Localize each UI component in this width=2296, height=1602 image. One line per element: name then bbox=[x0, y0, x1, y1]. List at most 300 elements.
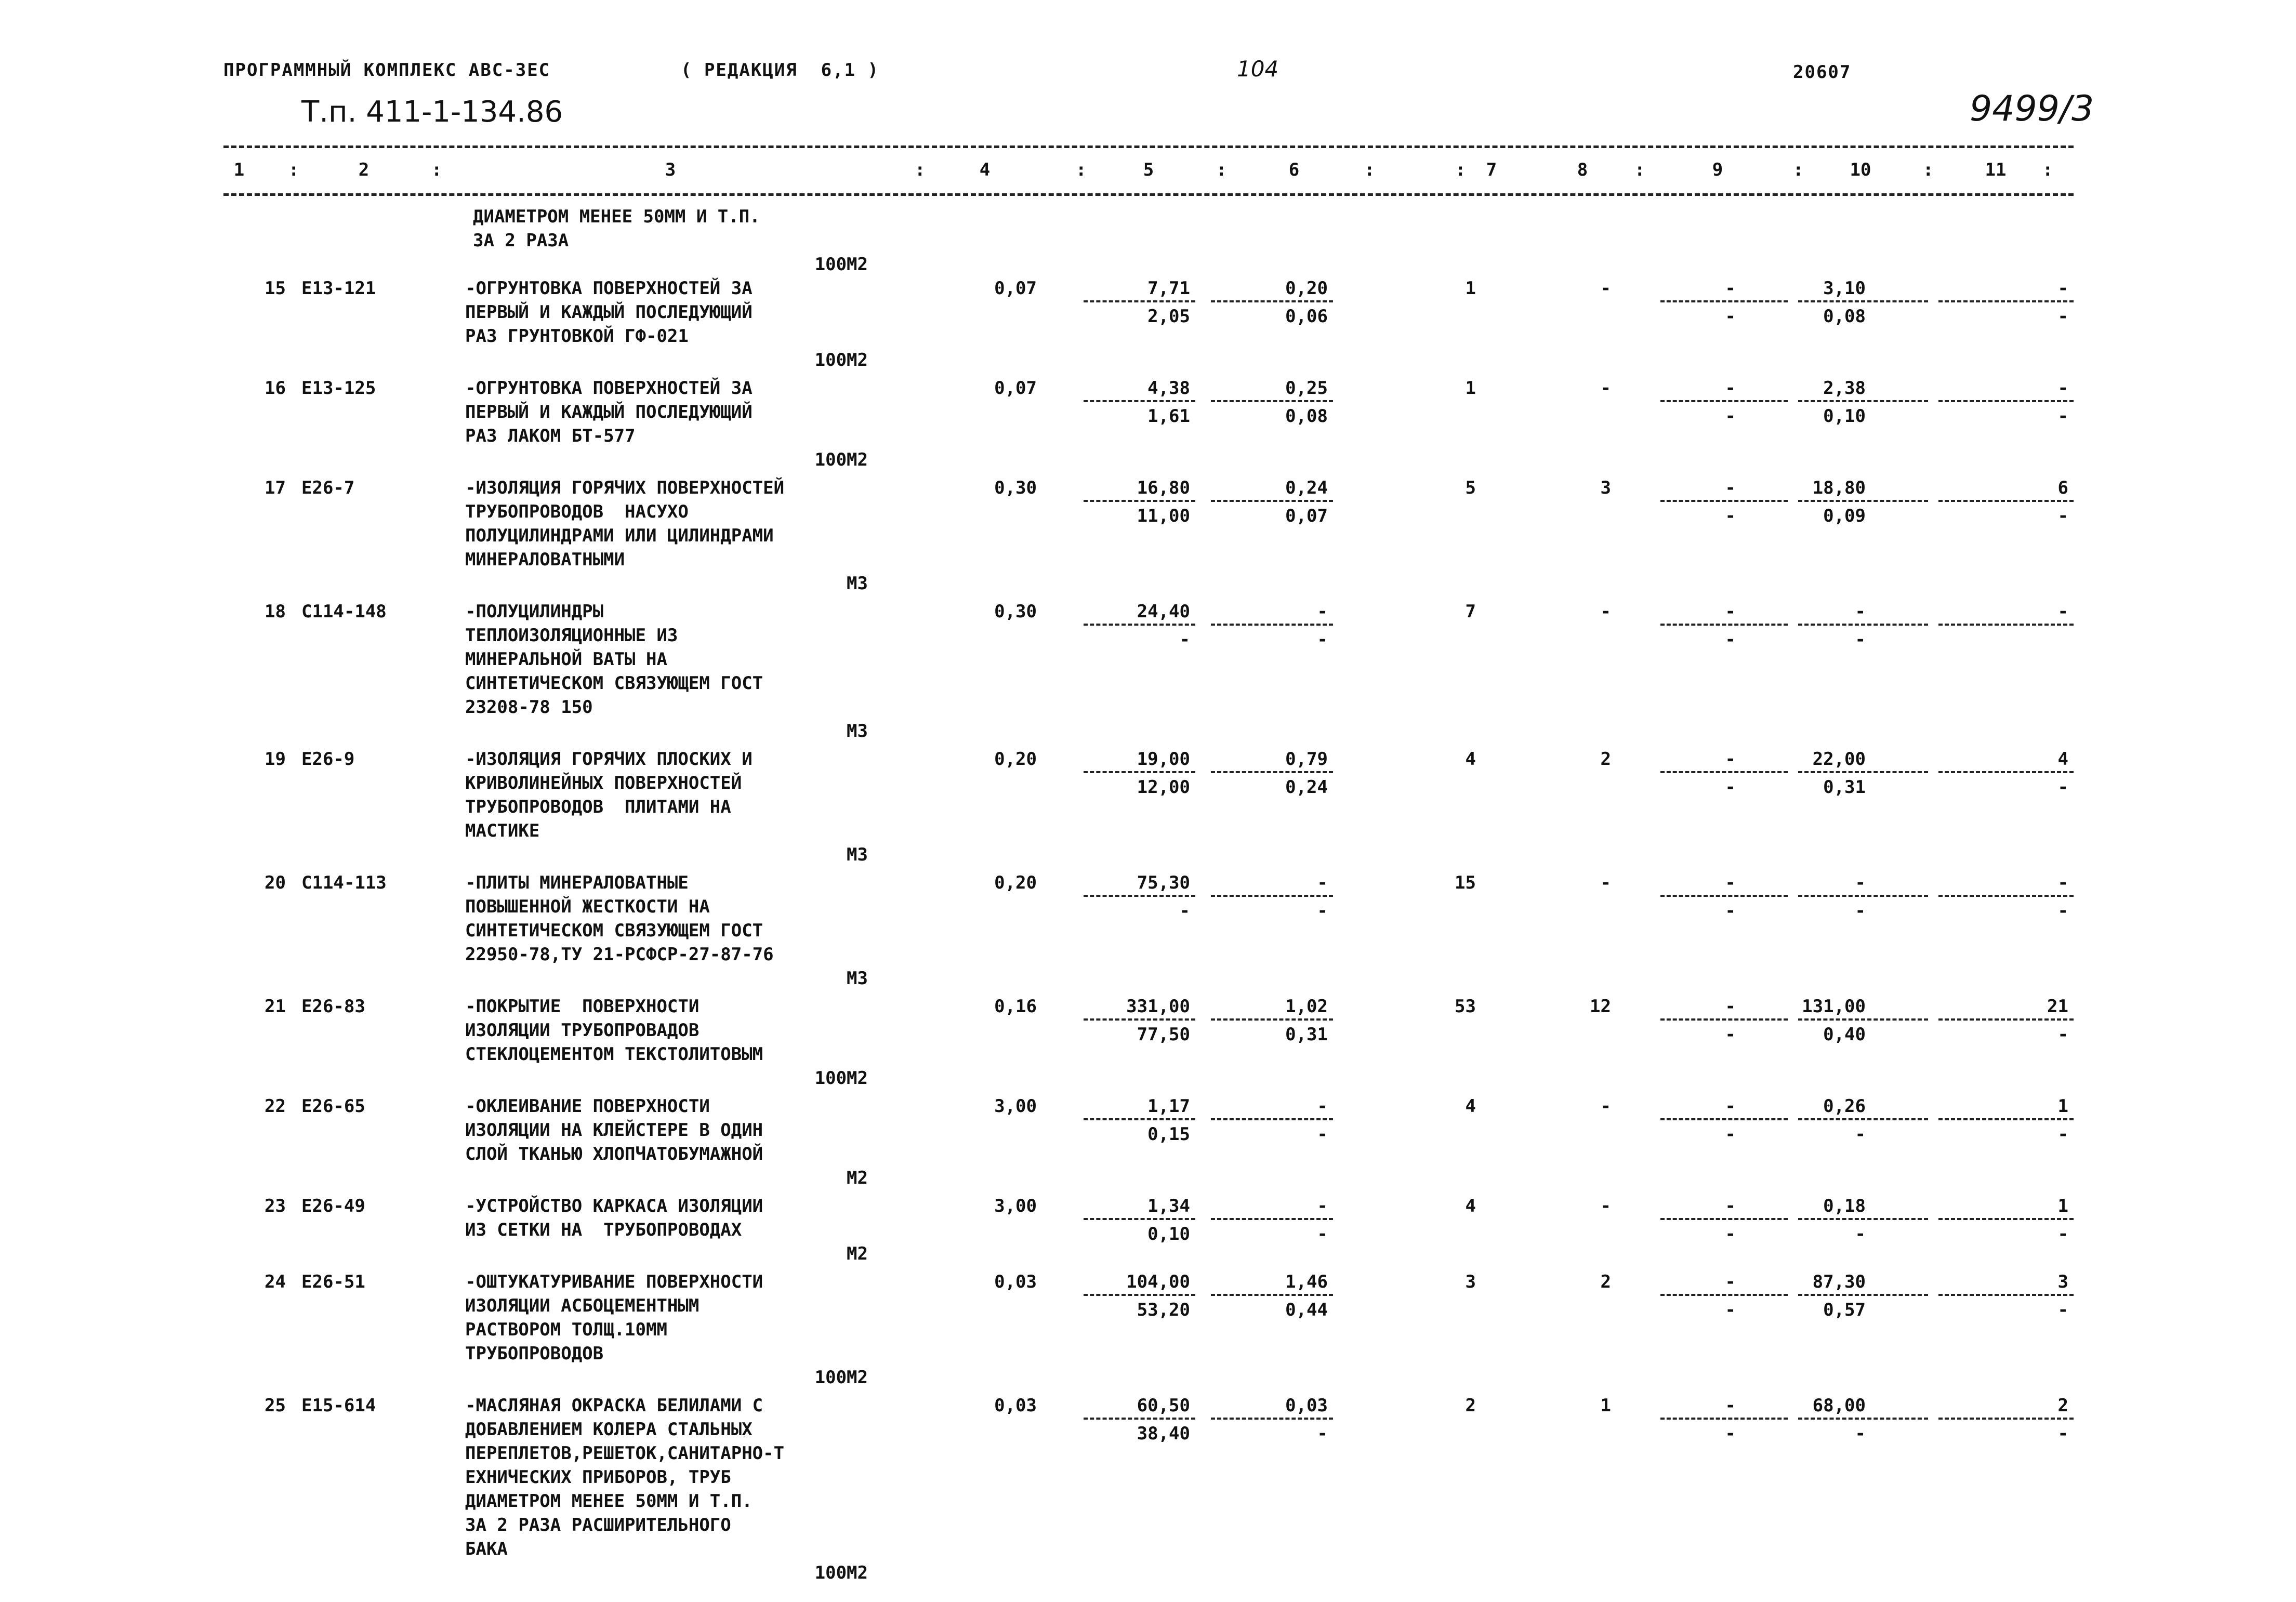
col10-value: 3,10 bbox=[1823, 278, 1866, 299]
description-line: ДИАМЕТРОМ МЕНЕЕ 50ММ И Т.П. bbox=[473, 206, 760, 227]
description-line: -УСТРОЙСТВО КАРКАСА ИЗОЛЯЦИИ bbox=[465, 1196, 763, 1216]
description-line: СЛОЙ ТКАНЬЮ ХЛОПЧАТОБУМАЖНОЙ bbox=[465, 1144, 763, 1164]
unit-cost: 1,34 bbox=[1147, 1196, 1190, 1216]
col7-value: 4 bbox=[1465, 1096, 1476, 1117]
unit-cost-lower: 77,50 bbox=[1137, 1024, 1190, 1045]
col10-lower: 0,31 bbox=[1823, 777, 1866, 798]
col8-value: - bbox=[1600, 601, 1611, 622]
col9-lower: - bbox=[1725, 1124, 1736, 1145]
unit-cost-lower: 53,20 bbox=[1137, 1300, 1190, 1320]
estimate-code: Е26-9 bbox=[301, 749, 355, 770]
cell-divider bbox=[1798, 400, 1928, 402]
description-line: -ИЗОЛЯЦИЯ ГОРЯЧИХ ПОВЕРХНОСТЕЙ bbox=[465, 478, 785, 498]
col9-lower: - bbox=[1725, 1024, 1736, 1045]
description-line: БАКА bbox=[465, 1539, 508, 1559]
description-line: -ОГРУНТОВКА ПОВЕРХНОСТЕЙ ЗА bbox=[465, 378, 753, 399]
col10-lower: 0,57 bbox=[1823, 1300, 1866, 1320]
cell-divider bbox=[1084, 1294, 1195, 1296]
col7-value: 53 bbox=[1455, 996, 1476, 1017]
col10-lower: 0,09 bbox=[1823, 506, 1866, 526]
col11-value: 6 bbox=[2057, 478, 2068, 498]
col7-value: 15 bbox=[1455, 872, 1476, 893]
row-number: 24 bbox=[265, 1272, 286, 1292]
row-number: 17 bbox=[265, 478, 286, 498]
col11-lower: - bbox=[2057, 306, 2068, 327]
col10-lower: - bbox=[1855, 1224, 1866, 1244]
column-separator: : bbox=[2042, 160, 2053, 180]
col11-lower: - bbox=[2057, 901, 2068, 921]
unit-label: 100М2 bbox=[814, 449, 868, 470]
col9-value: - bbox=[1725, 1196, 1736, 1216]
col10-lower: 0,08 bbox=[1823, 306, 1866, 327]
col7-value: 1 bbox=[1465, 278, 1476, 299]
row-number: 20 bbox=[265, 872, 286, 893]
cell-divider bbox=[1938, 300, 2074, 302]
cell-divider bbox=[1938, 1294, 2074, 1296]
col9-value: - bbox=[1725, 278, 1736, 299]
col10-value: 68,00 bbox=[1812, 1395, 1866, 1416]
unit-label: М3 bbox=[847, 573, 868, 594]
cell-divider bbox=[1084, 1218, 1195, 1220]
cell-divider bbox=[1938, 895, 2074, 897]
column-separator: : bbox=[1793, 160, 1804, 180]
col10-value: 0,26 bbox=[1823, 1096, 1866, 1117]
description-line: МИНЕРАЛЬНОЙ ВАТЫ НА bbox=[465, 649, 667, 670]
col9-value: - bbox=[1725, 601, 1736, 622]
col11-value: 21 bbox=[2047, 996, 2068, 1017]
wage-cost: 0,79 bbox=[1285, 749, 1328, 770]
row-number: 18 bbox=[265, 601, 286, 622]
col11-value: 1 bbox=[2057, 1096, 2068, 1117]
col8-value: 3 bbox=[1600, 478, 1611, 498]
col7-value: 2 bbox=[1465, 1395, 1476, 1416]
header-top-rule bbox=[223, 145, 2074, 148]
col10-value: 2,38 bbox=[1823, 378, 1866, 399]
quantity: 3,00 bbox=[994, 1196, 1037, 1216]
estimate-code: Е26-49 bbox=[301, 1196, 365, 1216]
cell-divider bbox=[1084, 1018, 1195, 1021]
column-separator: : bbox=[1216, 160, 1227, 180]
wage-cost-lower: - bbox=[1317, 1124, 1328, 1145]
description-line: ИЗОЛЯЦИИ АСБОЦЕМЕНТНЫМ bbox=[465, 1295, 700, 1316]
col11-lower: - bbox=[2057, 1024, 2068, 1045]
cell-divider bbox=[1211, 1018, 1333, 1021]
cell-divider bbox=[1660, 500, 1788, 502]
column-separator: : bbox=[1455, 160, 1466, 180]
col8-value: - bbox=[1600, 378, 1611, 399]
unit-cost: 19,00 bbox=[1137, 749, 1190, 770]
wage-cost-lower: - bbox=[1317, 629, 1328, 650]
unit-cost-lower: 1,61 bbox=[1147, 406, 1190, 427]
col9-lower: - bbox=[1725, 1224, 1736, 1244]
unit-label: М3 bbox=[847, 968, 868, 989]
column-number: 2 bbox=[358, 160, 370, 180]
description-line: -ОШТУКАТУРИВАНИЕ ПОВЕРХНОСТИ bbox=[465, 1272, 763, 1292]
cell-divider bbox=[1938, 400, 2074, 402]
estimate-code: С114-113 bbox=[301, 872, 387, 893]
unit-cost: 24,40 bbox=[1137, 601, 1190, 622]
cell-divider bbox=[1660, 1118, 1788, 1120]
cell-divider bbox=[1798, 1018, 1928, 1021]
col9-lower: - bbox=[1725, 406, 1736, 427]
col9-lower: - bbox=[1725, 629, 1736, 650]
description-line: МИНЕРАЛОВАТНЫМИ bbox=[465, 549, 625, 570]
cell-divider bbox=[1084, 400, 1195, 402]
quantity: 3,00 bbox=[994, 1096, 1037, 1117]
cell-divider bbox=[1938, 500, 2074, 502]
quantity: 0,16 bbox=[994, 996, 1037, 1017]
description-line: -ОКЛЕИВАНИЕ ПОВЕРХНОСТИ bbox=[465, 1096, 710, 1117]
wage-cost: 0,03 bbox=[1285, 1395, 1328, 1416]
column-number: 8 bbox=[1577, 160, 1588, 180]
cell-divider bbox=[1211, 1218, 1333, 1220]
description-line: -МАСЛЯНАЯ ОКРАСКА БЕЛИЛАМИ С bbox=[465, 1395, 763, 1416]
unit-cost: 104,00 bbox=[1126, 1272, 1190, 1292]
header-bottom-rule bbox=[223, 193, 2074, 196]
description-line: ИЗ СЕТКИ НА ТРУБОПРОВОДАХ bbox=[465, 1220, 742, 1240]
cell-divider bbox=[1798, 1118, 1928, 1120]
col11-value: - bbox=[2057, 601, 2068, 622]
cell-divider bbox=[1798, 624, 1928, 626]
unit-cost: 331,00 bbox=[1126, 996, 1190, 1017]
col8-value: - bbox=[1600, 1096, 1611, 1117]
unit-label: 100М2 bbox=[814, 1068, 868, 1089]
row-number: 16 bbox=[265, 378, 286, 399]
unit-cost: 16,80 bbox=[1137, 478, 1190, 498]
sheet-number: 9499/3 bbox=[1970, 88, 2094, 129]
unit-label: М2 bbox=[847, 1168, 868, 1188]
cell-divider bbox=[1660, 300, 1788, 302]
col10-value: 131,00 bbox=[1802, 996, 1866, 1017]
description-line: КРИВОЛИНЕЙНЫХ ПОВЕРХНОСТЕЙ bbox=[465, 773, 742, 793]
cell-divider bbox=[1798, 1218, 1928, 1220]
estimate-code: Е26-65 bbox=[301, 1096, 365, 1117]
quantity: 0,30 bbox=[994, 601, 1037, 622]
col9-value: - bbox=[1725, 749, 1736, 770]
col11-lower: - bbox=[2057, 406, 2068, 427]
description-line: ПЕРЕПЛЕТОВ,РЕШЕТОК,САНИТАРНО-Т bbox=[465, 1443, 785, 1464]
wage-cost-lower: 0,24 bbox=[1285, 777, 1328, 798]
description-line: СТЕКЛОЦЕМЕНТОМ ТЕКСТОЛИТОВЫМ bbox=[465, 1044, 763, 1065]
unit-cost: 7,71 bbox=[1147, 278, 1190, 299]
unit-label: 100М2 bbox=[814, 350, 868, 370]
description-line: -ИЗОЛЯЦИЯ ГОРЯЧИХ ПЛОСКИХ И bbox=[465, 749, 753, 770]
cell-divider bbox=[1211, 624, 1333, 626]
column-separator: : bbox=[288, 160, 299, 180]
column-separator: : bbox=[1634, 160, 1645, 180]
col11-value: 2 bbox=[2057, 1395, 2068, 1416]
estimate-code: Е26-83 bbox=[301, 996, 365, 1017]
col11-value: 1 bbox=[2057, 1196, 2068, 1216]
cell-divider bbox=[1798, 1294, 1928, 1296]
quantity: 0,20 bbox=[994, 872, 1037, 893]
cell-divider bbox=[1938, 771, 2074, 773]
quantity: 0,20 bbox=[994, 749, 1037, 770]
description-line: -ПЛИТЫ МИНЕРАЛОВАТНЫЕ bbox=[465, 872, 689, 893]
col7-value: 3 bbox=[1465, 1272, 1476, 1292]
document-code: 20607 bbox=[1793, 62, 1852, 83]
col11-value: 3 bbox=[2057, 1272, 2068, 1292]
description-line: ТРУБОПРОВОДОВ НАСУХО bbox=[465, 501, 689, 522]
unit-label: 100М2 bbox=[814, 254, 868, 275]
col8-value: 2 bbox=[1600, 1272, 1611, 1292]
description-line: РАЗ ЛАКОМ БТ-577 bbox=[465, 426, 636, 446]
description-line: 22950-78,ТУ 21-РСФСР-27-87-76 bbox=[465, 944, 774, 965]
cell-divider bbox=[1211, 500, 1333, 502]
estimate-code: Е15-614 bbox=[301, 1395, 376, 1416]
document-reference: Т.п. 411-1-134.86 bbox=[301, 95, 563, 129]
estimate-code: Е26-51 bbox=[301, 1272, 365, 1292]
description-line: ПЕРВЫЙ И КАЖДЫЙ ПОСЛЕДУЮЩИЙ bbox=[465, 302, 753, 323]
cell-divider bbox=[1660, 400, 1788, 402]
col10-value: 18,80 bbox=[1812, 478, 1866, 498]
wage-cost: - bbox=[1317, 1196, 1328, 1216]
quantity: 0,07 bbox=[994, 378, 1037, 399]
col9-value: - bbox=[1725, 1096, 1736, 1117]
cell-divider bbox=[1798, 1418, 1928, 1420]
row-number: 19 bbox=[265, 749, 286, 770]
cell-divider bbox=[1660, 895, 1788, 897]
cell-divider bbox=[1798, 771, 1928, 773]
description-line: ИЗОЛЯЦИИ НА КЛЕЙСТЕРЕ В ОДИН bbox=[465, 1120, 763, 1141]
wage-cost: 1,46 bbox=[1285, 1272, 1328, 1292]
description-line: -ПОКРЫТИЕ ПОВЕРХНОСТИ bbox=[465, 996, 700, 1017]
row-number: 25 bbox=[265, 1395, 286, 1416]
col11-lower: - bbox=[2057, 1224, 2068, 1244]
col9-value: - bbox=[1725, 1272, 1736, 1292]
cell-divider bbox=[1938, 1418, 2074, 1420]
quantity: 0,30 bbox=[994, 478, 1037, 498]
description-line: ИЗОЛЯЦИИ ТРУБОПРОВАДОВ bbox=[465, 1020, 700, 1041]
description-line: -ОГРУНТОВКА ПОВЕРХНОСТЕЙ ЗА bbox=[465, 278, 753, 299]
cell-divider bbox=[1798, 895, 1928, 897]
quantity: 0,03 bbox=[994, 1272, 1037, 1292]
col10-lower: - bbox=[1855, 901, 1866, 921]
description-line: 23208-78 150 bbox=[465, 697, 593, 718]
col10-lower: - bbox=[1855, 1423, 1866, 1444]
description-line: ПЕРВЫЙ И КАЖДЫЙ ПОСЛЕДУЮЩИЙ bbox=[465, 402, 753, 422]
cell-divider bbox=[1084, 771, 1195, 773]
col9-value: - bbox=[1725, 378, 1736, 399]
estimate-code: С114-148 bbox=[301, 601, 387, 622]
cell-divider bbox=[1084, 1418, 1195, 1420]
description-line: ДИАМЕТРОМ МЕНЕЕ 50ММ И Т.П. bbox=[465, 1491, 753, 1512]
col10-value: 22,00 bbox=[1812, 749, 1866, 770]
unit-cost-lower: 2,05 bbox=[1147, 306, 1190, 327]
col11-lower: - bbox=[2057, 777, 2068, 798]
wage-cost-lower: 0,06 bbox=[1285, 306, 1328, 327]
col10-lower: - bbox=[1855, 629, 1866, 650]
cell-divider bbox=[1084, 624, 1195, 626]
column-number: 3 bbox=[665, 160, 676, 180]
description-line: ДОБАВЛЕНИЕМ КОЛЕРА СТАЛЬНЫХ bbox=[465, 1419, 753, 1440]
col9-lower: - bbox=[1725, 901, 1736, 921]
cell-divider bbox=[1938, 1118, 2074, 1120]
estimate-code: Е13-125 bbox=[301, 378, 376, 399]
col10-lower: 0,10 bbox=[1823, 406, 1866, 427]
col10-value: - bbox=[1855, 601, 1866, 622]
col8-value: - bbox=[1600, 872, 1611, 893]
col8-value: 12 bbox=[1590, 996, 1611, 1017]
col7-value: 4 bbox=[1465, 1196, 1476, 1216]
unit-cost-lower: 0,15 bbox=[1147, 1124, 1190, 1145]
cell-divider bbox=[1211, 895, 1333, 897]
unit-cost-lower: 12,00 bbox=[1137, 777, 1190, 798]
estimate-code: Е13-121 bbox=[301, 278, 376, 299]
description-line: СИНТЕТИЧЕСКОМ СВЯЗУЮЩЕМ ГОСТ bbox=[465, 673, 763, 694]
cell-divider bbox=[1798, 300, 1928, 302]
description-line: -ПОЛУЦИЛИНДРЫ bbox=[465, 601, 604, 622]
col7-value: 7 bbox=[1465, 601, 1476, 622]
wage-cost: 1,02 bbox=[1285, 996, 1328, 1017]
col11-value: - bbox=[2057, 872, 2068, 893]
description-line: ЕХНИЧЕСКИХ ПРИБОРОВ, ТРУБ bbox=[465, 1467, 731, 1488]
column-number: 1 bbox=[233, 160, 245, 180]
col9-value: - bbox=[1725, 1395, 1736, 1416]
col7-value: 1 bbox=[1465, 378, 1476, 399]
description-line: РАСТВОРОМ ТОЛЩ.10ММ bbox=[465, 1319, 667, 1340]
col8-value: 1 bbox=[1600, 1395, 1611, 1416]
col10-value: 0,18 bbox=[1823, 1196, 1866, 1216]
col8-value: - bbox=[1600, 278, 1611, 299]
description-line: ПОВЫШЕННОЙ ЖЕСТКОСТИ НА bbox=[465, 896, 710, 917]
column-separator: : bbox=[1923, 160, 1934, 180]
col9-lower: - bbox=[1725, 777, 1736, 798]
wage-cost: - bbox=[1317, 1096, 1328, 1117]
wage-cost-lower: 0,31 bbox=[1285, 1024, 1328, 1045]
col9-lower: - bbox=[1725, 1423, 1736, 1444]
unit-label: 100М2 bbox=[814, 1367, 868, 1388]
cell-divider bbox=[1938, 624, 2074, 626]
description-line: ТРУБОПРОВОДОВ bbox=[465, 1343, 604, 1364]
unit-cost-lower: 11,00 bbox=[1137, 506, 1190, 526]
unit-label: М2 bbox=[847, 1243, 868, 1264]
cell-divider bbox=[1211, 1418, 1333, 1420]
program-name: ПРОГРАММНЫЙ КОМПЛЕКС АВС-ЗЕС bbox=[223, 60, 551, 81]
col9-lower: - bbox=[1725, 506, 1736, 526]
wage-cost: 0,24 bbox=[1285, 478, 1328, 498]
unit-cost: 75,30 bbox=[1137, 872, 1190, 893]
description-line: ПОЛУЦИЛИНДРАМИ ИЛИ ЦИЛИНДРАМИ bbox=[465, 525, 774, 546]
wage-cost: - bbox=[1317, 872, 1328, 893]
col11-lower: - bbox=[2057, 1423, 2068, 1444]
unit-label: М3 bbox=[847, 721, 868, 742]
wage-cost-lower: - bbox=[1317, 1224, 1328, 1244]
description-line: ТЕПЛОИЗОЛЯЦИОННЫЕ ИЗ bbox=[465, 625, 678, 646]
wage-cost: 0,25 bbox=[1285, 378, 1328, 399]
column-separator: : bbox=[915, 160, 926, 180]
unit-label: 100М2 bbox=[814, 1563, 868, 1583]
description-line: МАСТИКЕ bbox=[465, 820, 540, 841]
unit-cost-lower: - bbox=[1179, 901, 1190, 921]
unit-cost: 60,50 bbox=[1137, 1395, 1190, 1416]
col8-value: - bbox=[1600, 1196, 1611, 1216]
unit-label: М3 bbox=[847, 844, 868, 865]
unit-cost-lower: 0,10 bbox=[1147, 1224, 1190, 1244]
col11-lower: - bbox=[2057, 1300, 2068, 1320]
col10-lower: 0,40 bbox=[1823, 1024, 1866, 1045]
cell-divider bbox=[1798, 500, 1928, 502]
unit-cost: 1,17 bbox=[1147, 1096, 1190, 1117]
col10-value: - bbox=[1855, 872, 1866, 893]
col9-lower: - bbox=[1725, 1300, 1736, 1320]
row-number: 22 bbox=[265, 1096, 286, 1117]
cell-divider bbox=[1660, 1418, 1788, 1420]
cell-divider bbox=[1211, 771, 1333, 773]
col11-lower: - bbox=[2057, 506, 2068, 526]
col8-value: 2 bbox=[1600, 749, 1611, 770]
unit-cost: 4,38 bbox=[1147, 378, 1190, 399]
cell-divider bbox=[1211, 400, 1333, 402]
cell-divider bbox=[1660, 1018, 1788, 1021]
wage-cost-lower: 0,07 bbox=[1285, 506, 1328, 526]
col7-value: 5 bbox=[1465, 478, 1476, 498]
column-number: 4 bbox=[979, 160, 991, 180]
wage-cost-lower: - bbox=[1317, 1423, 1328, 1444]
cell-divider bbox=[1660, 771, 1788, 773]
column-number: 7 bbox=[1486, 160, 1497, 180]
cell-divider bbox=[1211, 1294, 1333, 1296]
unit-cost-lower: - bbox=[1179, 629, 1190, 650]
unit-cost-lower: 38,40 bbox=[1137, 1423, 1190, 1444]
col11-lower: - bbox=[2057, 1124, 2068, 1145]
description-line: ТРУБОПРОВОДОВ ПЛИТАМИ НА bbox=[465, 797, 731, 817]
wage-cost-lower: 0,08 bbox=[1285, 406, 1328, 427]
col10-value: 87,30 bbox=[1812, 1272, 1866, 1292]
column-number: 9 bbox=[1712, 160, 1723, 180]
description-line: СИНТЕТИЧЕСКОМ СВЯЗУЮЩЕМ ГОСТ bbox=[465, 920, 763, 941]
col9-lower: - bbox=[1725, 306, 1736, 327]
cell-divider bbox=[1084, 1118, 1195, 1120]
col11-value: - bbox=[2057, 378, 2068, 399]
row-number: 15 bbox=[265, 278, 286, 299]
cell-divider bbox=[1084, 300, 1195, 302]
cell-divider bbox=[1211, 1118, 1333, 1120]
cell-divider bbox=[1084, 500, 1195, 502]
column-separator: : bbox=[431, 160, 442, 180]
col7-value: 4 bbox=[1465, 749, 1476, 770]
cell-divider bbox=[1938, 1018, 2074, 1021]
wage-cost-lower: - bbox=[1317, 901, 1328, 921]
col9-value: - bbox=[1725, 478, 1736, 498]
col11-value: - bbox=[2057, 278, 2068, 299]
column-number: 11 bbox=[1985, 160, 2007, 180]
estimate-code: Е26-7 bbox=[301, 478, 355, 498]
cell-divider bbox=[1938, 1218, 2074, 1220]
cell-divider bbox=[1660, 1294, 1788, 1296]
wage-cost-lower: 0,44 bbox=[1285, 1300, 1328, 1320]
col9-value: - bbox=[1725, 996, 1736, 1017]
column-separator: : bbox=[1076, 160, 1087, 180]
column-number: 10 bbox=[1850, 160, 1871, 180]
description-line: ЗА 2 РАЗА bbox=[473, 230, 569, 251]
column-number: 5 bbox=[1143, 160, 1154, 180]
cell-divider bbox=[1211, 300, 1333, 302]
cell-divider bbox=[1084, 895, 1195, 897]
quantity: 0,07 bbox=[994, 278, 1037, 299]
description-line: ЗА 2 РАЗА РАСШИРИТЕЛЬНОГО bbox=[465, 1515, 731, 1535]
row-number: 23 bbox=[265, 1196, 286, 1216]
col11-value: 4 bbox=[2057, 749, 2068, 770]
col10-lower: - bbox=[1855, 1124, 1866, 1145]
edition-label: ( РЕДАКЦИЯ 6,1 ) bbox=[681, 60, 879, 81]
description-line: РАЗ ГРУНТОВКОЙ ГФ-021 bbox=[465, 326, 689, 347]
page-number: 104 bbox=[1237, 56, 1279, 82]
column-number: 6 bbox=[1288, 160, 1300, 180]
wage-cost: - bbox=[1317, 601, 1328, 622]
cell-divider bbox=[1660, 1218, 1788, 1220]
row-number: 21 bbox=[265, 996, 286, 1017]
